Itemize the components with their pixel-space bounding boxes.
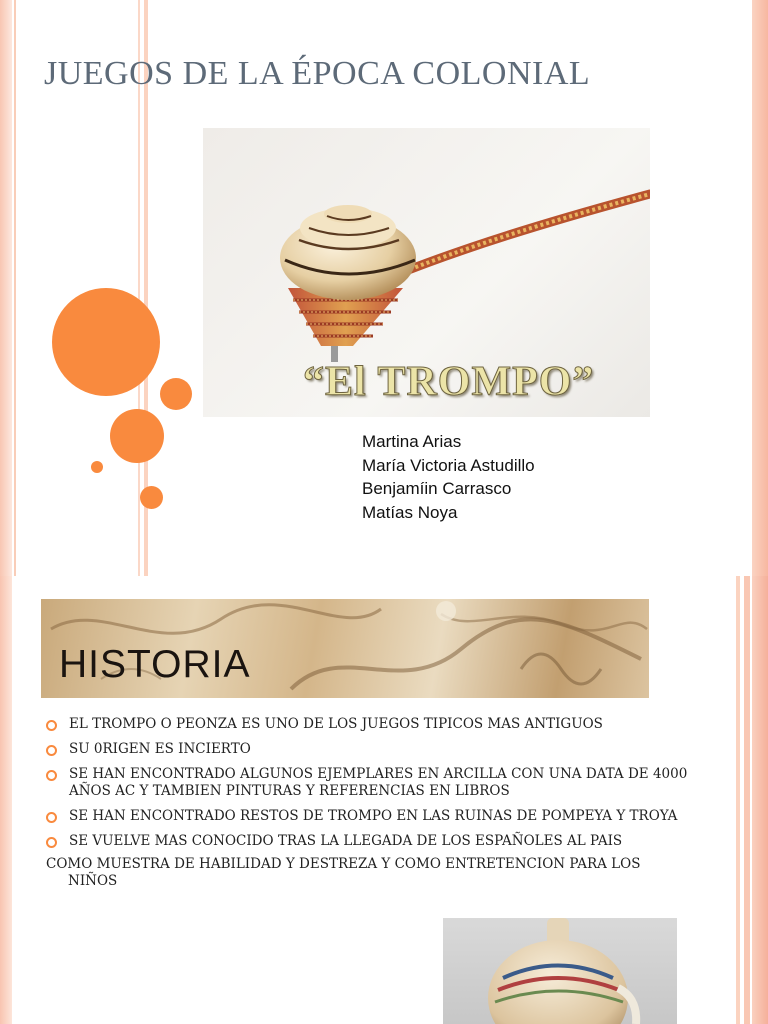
paragraph-line: NIÑOS: [68, 873, 118, 889]
circle-bullet-icon: [46, 770, 57, 781]
list-item: EL TROMPO O PEONZA ES UNO DE LOS JUEGOS TIPICOS MAS ANTIGUOS: [46, 716, 726, 733]
spinning-top-photo: [443, 918, 677, 1024]
decorative-stripe: [0, 0, 12, 576]
circle-bullet-icon: [46, 745, 57, 756]
decorative-stripe: [752, 576, 768, 1024]
author-name: Martina Arias: [362, 432, 462, 451]
list-item: SE HAN ENCONTRADO ALGUNOS EJEMPLARES EN ARCILLA CON UNA DATA DE 4000 AÑOS AC Y TAMBIEN PINTURAS Y REFERENCIAS EN LIBROS: [46, 766, 726, 800]
circle-bullet-icon: [46, 812, 57, 823]
author-list: [362, 430, 535, 524]
decorative-circle: [160, 378, 192, 410]
list-item: SE VUELVE MAS CONOCIDO TRAS LA LLEGADA DE LOS ESPAÑOLES AL PAIS: [46, 833, 726, 850]
decorative-line: [14, 0, 16, 576]
list-item: SE HAN ENCONTRADO RESTOS DE TROMPO EN LAS RUINAS DE POMPEYA Y TROYA: [46, 808, 726, 825]
decorative-line: [744, 576, 750, 1024]
historia-banner: [41, 599, 649, 698]
decorative-circle: [110, 409, 164, 463]
decorative-circle: [91, 461, 103, 473]
slide-2: [0, 576, 768, 1024]
paragraph-text: [46, 856, 726, 890]
author-name: María Victoria Astudillo: [362, 455, 535, 475]
bullet-list: [46, 716, 726, 890]
decorative-stripe: [0, 576, 12, 1024]
list-item: SU 0RIGEN ES INCIERTO: [46, 741, 726, 758]
decorative-circle: [52, 288, 160, 396]
slide-title: JUEGOS DE LA ÉPOCA COLONIAL: [44, 55, 591, 92]
banner-title: HISTORIA: [59, 643, 251, 686]
decorative-stripe: [752, 0, 768, 576]
decorative-line: [736, 576, 740, 1024]
author-name: Benjamíin Carrasco: [362, 479, 512, 498]
spinning-top-illustration: [443, 918, 677, 1024]
spinning-top-photo: [203, 128, 650, 417]
decorative-circle: [140, 486, 163, 509]
circle-bullet-icon: [46, 837, 57, 848]
circle-bullet-icon: [46, 720, 57, 731]
author-name: Matías Noya: [362, 502, 458, 522]
paragraph-line: COMO MUESTRA DE HABILIDAD Y DESTREZA Y COMO ENTRETENCION PARA LOS: [46, 856, 641, 872]
image-caption: “El TROMPO”: [303, 359, 595, 405]
